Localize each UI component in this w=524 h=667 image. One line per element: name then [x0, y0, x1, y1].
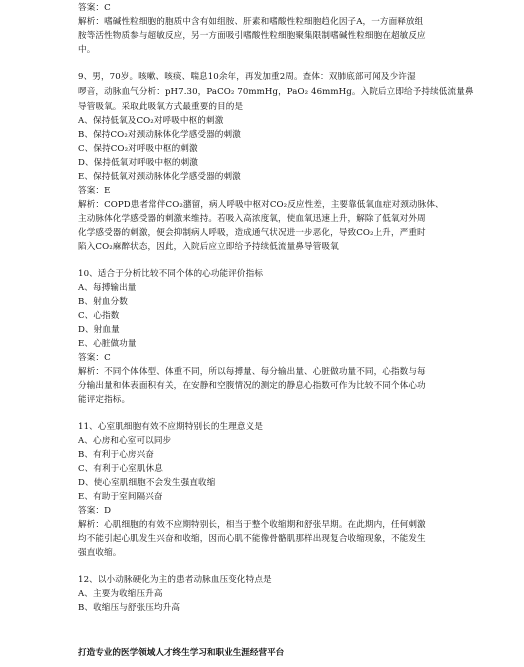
option-line: C、心指数 [78, 311, 120, 321]
answer-line: 答案：E [78, 186, 111, 196]
explanation-line: 解析：心肌细胞的有效不应期特别长，相当于整个收缩期和舒张早期。在此期内，任何刺激 [78, 520, 426, 530]
question-line: 啰音，动脉血气分析：pH7.30，PaCO₂ 70mmHg，PaO₂ 46mmHg。入院后立即给予持续低流量鼻 [78, 87, 474, 97]
option-line: A、每搏输出量 [78, 283, 137, 293]
question-line: 12、以小动脉硬化为主的患者动脉血压变化特点是 [78, 575, 272, 585]
explanation-line: 强直收缩。 [78, 548, 122, 558]
question-line: 9、男，70岁。咳嗽、咳痰、喘息10余年，再发加重2周。查体：双肺底部可闻及少许湿 [78, 72, 416, 82]
option-line: A、心房和心室可以同步 [78, 436, 172, 446]
explanation-line: 胺等活性物质参与超敏反应，另一方面吸引嗜酸性粒细胞聚集限制嗜碱性粒细胞在超敏反应 [78, 31, 426, 41]
explanation-line: 陷入CO₂麻醉状态，因此，入院后应立即给予持续低流量鼻导管吸氧 [78, 242, 339, 252]
question-line: 导管吸氧。采取此吸氧方式最重要的目的是 [78, 102, 244, 112]
option-line: B、有利于心房兴奋 [78, 450, 154, 460]
explanation-line: 主动脉体化学感受器的刺激来维持。若吸入高浓度氧，使血氧迅速上升，解除了低氧对外周 [78, 214, 426, 224]
explanation-line: 化学感受器的刺激，便会抑制病人呼吸，造成通气状况进一步恶化，导致CO₂上升，严重时 [78, 228, 426, 238]
option-line: D、射血量 [78, 325, 120, 335]
answer-line: 答案：D [78, 506, 112, 516]
explanation-line: 中。 [78, 45, 96, 55]
option-line: D、使心室肌细胞不会发生强直收缩 [78, 478, 216, 488]
answer-line: 答案：C [78, 3, 111, 13]
explanation-line: 解析：不同个体体型、体重不同，所以每搏量、每分输出量、心脏做功量不同，心指数与每 [78, 367, 426, 377]
option-line: A、主要为收缩压升高 [78, 589, 163, 599]
explanation-line: 解析：嗜碱性粒细胞的胞质中含有如组胺、肝素和嗜酸性粒细胞趋化因子A，一方面释放组 [78, 17, 424, 27]
page-footer: 打造专业的医学领域人才终生学习和职业生涯经营平台 [78, 648, 285, 658]
option-line: D、保持低氧对呼吸中枢的刺激 [78, 158, 199, 168]
answer-line: 答案：C [78, 353, 111, 363]
option-line: E、有助于室间隔兴奋 [78, 492, 163, 502]
option-line: A、保持低氧及CO₂对呼吸中枢的刺激 [78, 116, 224, 126]
option-line: B、射血分数 [78, 297, 128, 307]
option-line: B、保持CO₂对颈动脉体化学感受器的刺激 [78, 130, 241, 140]
question-line: 10、适合于分析比较不同个体的心功能评价指标 [78, 269, 264, 279]
question-line: 11、心室肌细胞有效不应期特别长的生理意义是 [78, 422, 264, 432]
option-line: C、保持CO₂对呼吸中枢的刺激 [78, 144, 198, 154]
explanation-line: 能评定指标。 [78, 395, 131, 405]
explanation-line: 均不能引起心肌发生兴奋和收缩，因而心肌不能像骨骼肌那样出现复合收缩现象，不能发生 [78, 534, 426, 544]
option-line: E、心脏做功量 [78, 339, 137, 349]
option-line: E、保持低氧对颈动脉体化学感受器的刺激 [78, 172, 241, 182]
explanation-line: 分输出量和体表面积有关，在安静和空腹情况的测定的静息心指数可作为比较不同个体心功 [78, 381, 426, 391]
explanation-line: 解析：COPD患者常伴CO₂潴留，病人呼吸中枢对CO₂反应性差，主要靠低氧血症对颈动脉体、 [78, 200, 444, 210]
option-line: B、收缩压与舒张压均升高 [78, 603, 181, 613]
option-line: C、有利于心室肌休息 [78, 464, 163, 474]
